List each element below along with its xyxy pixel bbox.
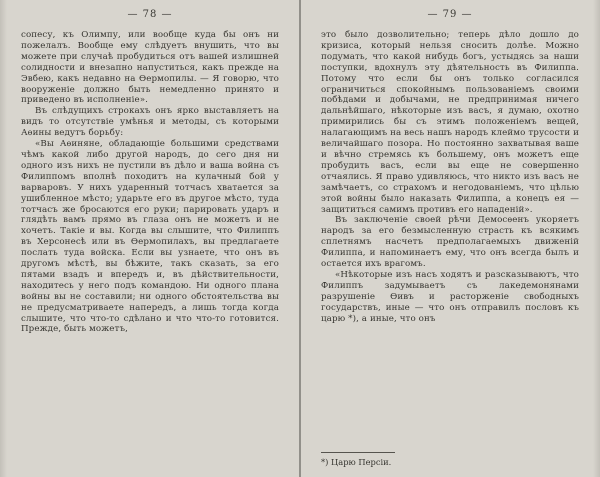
page-79-text [321,30,579,446]
paragraph: это было дозволительно; теперь дѣло дошло до кризиса, который нельзя сносить долѣе. Можно подумать, что какой нибудь богъ, устыдясь за наши поступки, вдохнулъ эту дѣятельность въ Филиппа. Потому что если бы онъ только согласился ограничиться спокойнымъ пользованіемъ своими побѣдами и добычами, не предпринимая ничего дальнѣйшаго, нѣкоторые изъ васъ, я думаю, охотно примирились бы съ этимъ положеніемъ вещей, налагающимъ на весь нашъ народъ клеймо трусости и величайшаго позора. Но постоянно захватывая ваше и вѣчно стремясь къ большему, онъ можетъ еще пробудить васъ, если вы еще не совершенно отчаялись. Я право удивляюсь, что никто изъ васъ не замѣчаетъ, со страхомъ и негодованіемъ, что цѣлью этой войны было наказать Филиппа, а конецъ ея — защититься самимъ противъ его нападеній». [321,30,579,215]
paragraph: «Вы Аѳиняне, обладающіе большими средствами чѣмъ какой либо другой народъ, до сего дня ни одного изъ нихъ не пустили въ дѣло и ваша война съ Филиппомъ вполнѣ походитъ на кулачный бой у варваровъ. У нихъ ударенный тотчасъ хватается за ушибленное мѣсто; ударьте его въ другое мѣсто, туда тотчасъ же бросаются его руки; парировать ударъ и глядѣть вамъ прямо въ глаза онъ не можетъ и не хочетъ. Такіе и вы. Когда вы слышите, что Филиппъ въ Херсонесѣ или въ Ѳермопилахъ, вы предлагаете послать туда войска. Если вы узнаете, что онъ въ другомъ мѣстѣ, вы бѣжите, такъ сказать, за его пятами взадъ и впередъ и, въ дѣйствительности, находитесь у него подъ командою. Ни одного плана войны вы не составили; ни одного обстоятельства вы не предусматриваете напередъ, а лишь тогда когда слышите, что что-то сдѣлано и что что-то готовится. Прежде, быть можетъ, [21,139,279,335]
paragraph: сопесу, къ Олимпу, или вообще куда бы онъ ни пожелалъ. Вообще ему слѣдуетъ внушить, что вы можете при случаѣ пробудиться отъ вашей излишней солидности и внезапно напуститься, какъ прежде на Эвбею, какъ недавно на Ѳермопилы. — Я говорю, что вооруженіе должно быть немедленно принято и приведено въ исполненіе». [21,30,279,106]
footnote-rule [321,452,395,453]
footnote: *) Царю Персіи. [321,457,392,467]
page-78-text [21,30,279,467]
paragraph: Въ заключеніе своей рѣчи Демосѳенъ укоряетъ народъ за его безмысленную страсть къ всякимъ сплетнямъ насчетъ предполагаемыхъ движеній Филиппа, и напоминаетъ ему, что онъ всегда былъ и остается ихъ врагомъ. [321,215,579,270]
paragraph: Въ слѣдущихъ строкахъ онъ ярко выставляетъ на видъ то отсутствіе умѣнья и методы, съ которыми Аѳины ведутъ борьбу: [21,106,279,139]
footnote-area [321,446,579,467]
page-divider [299,0,301,477]
page-number-left: — 78 — [127,9,173,20]
page-number-right: — 79 — [427,9,473,20]
paragraph: «Нѣкоторые изъ насъ ходятъ и разсказываютъ, что Филиппъ задумываетъ съ лакедемонянами разрушеніе Ѳивъ и расторженіе свободныхъ государствъ, иные — что онъ отправилъ пословъ къ царю *), а иные, что онъ [321,269,579,324]
page-79 [300,0,600,477]
